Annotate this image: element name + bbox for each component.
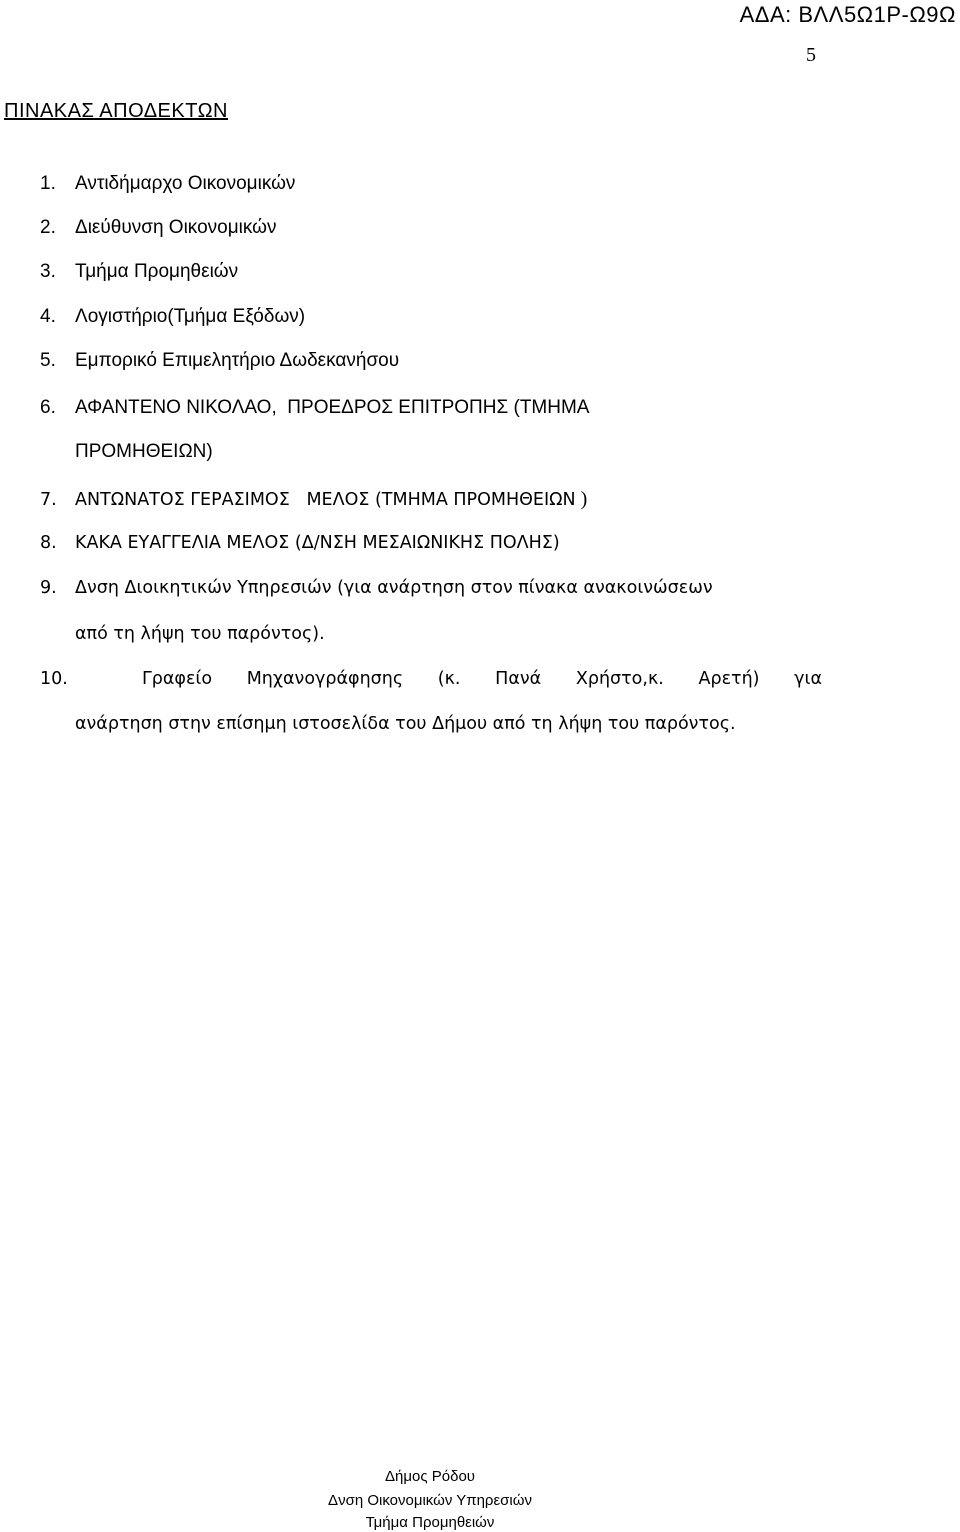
page-number: 5 [806, 44, 816, 66]
item-text: Εμπορικό Επιμελητήριο Δωδεκανήσου [75, 350, 400, 371]
list-item [40, 397, 820, 419]
item-text: Λογιστήριο(Τμήμα Εξόδων) [75, 306, 306, 327]
list-item [40, 578, 820, 598]
footer-municipality: Δήμος Ρόδου [385, 1468, 475, 1485]
page-title: ΠΙΝΑΚΑΣ ΑΠΟΔΕΚΤΩΝ [4, 100, 228, 122]
list-item [40, 217, 820, 239]
list-item [40, 261, 820, 283]
list-item [40, 306, 820, 328]
item-number: 5. [40, 350, 56, 371]
list-item [40, 350, 820, 372]
item-continuation: ΠΡΟΜΗΘΕΙΩΝ) [75, 441, 213, 462]
item-number: 6. [40, 397, 56, 418]
item-tail: ) [575, 488, 588, 510]
item-text: Διεύθυνση Οικονομικών [75, 217, 277, 238]
item-text: Αντιδήμαρχο Οικονομικών [75, 173, 296, 194]
list-item [40, 173, 820, 195]
item-continuation: από τη λήψη του παρόντος). [75, 624, 325, 644]
item-number: 1. [40, 173, 56, 194]
list-item [40, 488, 820, 511]
item-continuation: ανάρτηση στην επίσημη ιστοσελίδα του Δήμου από τη λήψη του παρόντος. [75, 714, 736, 734]
item-number: 10. [40, 669, 68, 689]
item-number: 2. [40, 217, 56, 238]
item-text: ΚΑΚΑ ΕΥΑΓΓΕΛΙΑ ΜΕΛΟΣ (Δ/ΝΣΗ ΜΕΣΑΙΩΝΙΚΗΣ ΠΟΛΗΣ) [75, 533, 560, 553]
item-text: Δνση Διοικητικών Υπηρεσιών (για ανάρτηση στον πίνακα ανακοινώσεων [75, 578, 713, 598]
item-text: ΑΦΑΝΤΕΝΟ ΝΙΚΟΛΑΟ, ΠΡΟΕΔΡΟΣ ΕΠΙΤΡΟΠΗΣ (ΤΜΗΜΑ [75, 397, 590, 418]
item-number: 3. [40, 261, 56, 282]
list-item [40, 533, 820, 553]
list-item [40, 669, 820, 689]
item-text: Γραφείο Μηχανογράφησης (κ. Πανά Χρήστο,κ. Αρετή) για [142, 669, 822, 689]
item-number: 9. [40, 578, 57, 598]
footer-department: Τμήμα Προμηθειών [365, 1514, 495, 1531]
item-number: 4. [40, 306, 56, 327]
item-number: 7. [40, 490, 57, 510]
ada-code: ΑΔΑ: ΒΛΛ5Ω1Ρ-Ω9Ω [739, 2, 956, 27]
item-text: ΑΝΤΩΝΑΤΟΣ ΓΕΡΑΣΙΜΟΣ ΜΕΛΟΣ (ΤΜΗΜΑ ΠΡΟΜΗΘΕΙΩΝ [75, 490, 576, 510]
item-number: 8. [40, 533, 57, 553]
item-text: Τμήμα Προμηθειών [75, 261, 239, 282]
footer-directorate: Δνση Οικονομικών Υπηρεσιών [328, 1492, 532, 1509]
